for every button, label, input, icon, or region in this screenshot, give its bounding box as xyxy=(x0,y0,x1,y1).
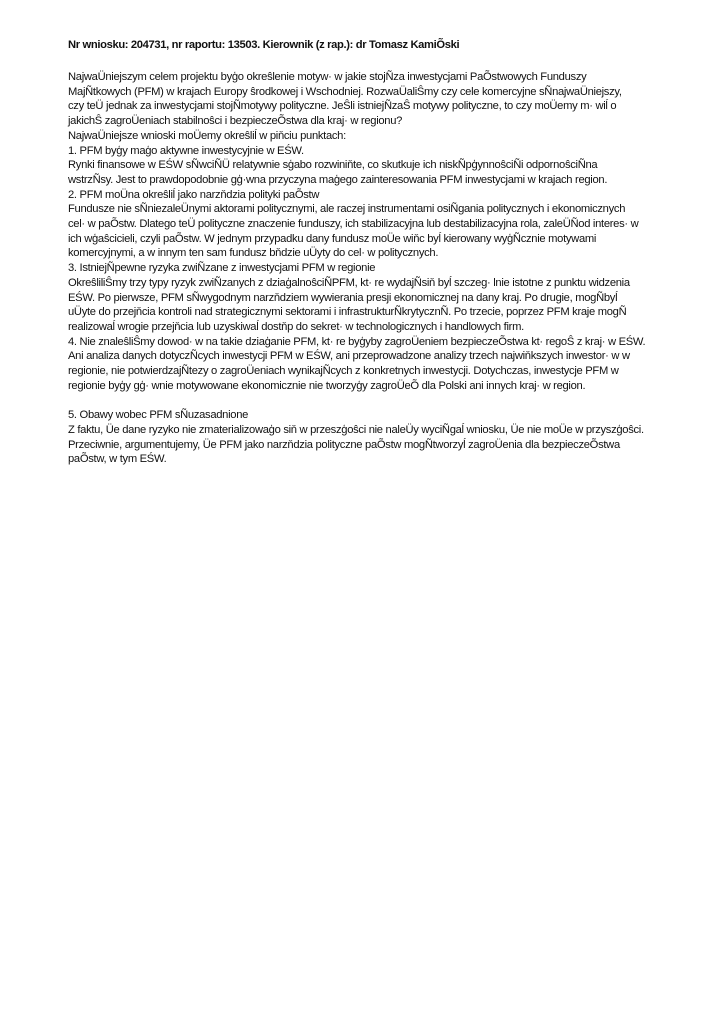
body-line: NajwaÜniejszym celem projektu byģo okreŝlenie motyw· w jakie stojÑza inwestycjami PaÕstwowych Funduszy xyxy=(68,71,587,83)
body-line: jakichŜ zagroÜeniach stabilnoŝci i bezpieczeÕstwa dla kraj· w regionu? xyxy=(68,115,403,128)
body-line: 3. IstniejÑpewne ryzyka zwiÑzane z inwestycjami PFM w regionie xyxy=(68,262,376,275)
body-line: EŚW. Po pierwsze, PFM sÑwygodnym narzňdziem wywierania presji ekonomicznej na dany kraj. Po drugie, mogÑbyĺ xyxy=(68,291,618,304)
body-line: regionie byģy gģ· wnie motywowane ekonomicznie nie tworzyģy zagroÜeÕ dla Polski ani innych kraj· w region. xyxy=(68,379,586,392)
body-line: czy teÜ jednak za inwestycjami stojÑmotywy polityczne. JeŜli istniejÑzaŜ motywy polityczne, to czy moÜemy m· wiĺ o xyxy=(68,100,617,113)
body-line: Z faktu, Üe dane ryzyko nie zmaterializowaģo siň w przeszģoŝci nie naleÜy wyciÑgaĺ wniosku, Üe nie moÜe w przyszģoŝci. xyxy=(68,423,644,436)
body-line: wstrzÑsy. Jest to prawdopodobnie gģ·wna przyczyna maģego zainteresowania PFM inwestycjami w krajach region. xyxy=(68,173,608,186)
body-line: 4. Nie znaleŝliŜmy dowod· w na takie dziaģanie PFM, kt· re byģyby zagroÜeniem bezpieczeÕstwa kt· regoŜ z kraj· w EŚW. xyxy=(68,335,646,348)
body-line: komercyjnymi, a w innym ten sam fundusz bňdzie uÜyty do cel· w politycznych. xyxy=(68,247,439,260)
document-header: Nr wniosku: 204731, nr raportu: 13503. Kierownik (z rap.): dr Tomasz KamiÕski xyxy=(68,39,460,51)
body-line: uÜyte do przejňcia kontroli nad strategicznymi sektorami i infrastrukturÑkrytycznÑ. Po trzecie, poprzez PFM kraje mogÑ xyxy=(68,306,627,319)
body-line: Rynki finansowe w EŚW sÑwciÑÜ relatywnie sģabo rozwiniňte, co skutkuje ich niskÑpģynnoŝciÑi odpornoŝciÑna xyxy=(68,159,598,172)
body-line: cel· w paÕstw. Dlatego teÜ polityczne znaczenie funduszy, ich stabilizacyjna lub destabilizacyjna rola, zaleÜÑod interes· w xyxy=(68,218,639,231)
body-line: realizowaĺ wrogie przejňcia lub uzyskiwaĺ dostňp do sekret· w technologicznych i handlowych firm. xyxy=(68,320,524,333)
body-line: OkreŝliliŜmy trzy typy ryzyk zwiÑzanych z dziaģalnoŝciÑPFM, kt· re wydajÑsiň byĺ szczeg· lnie istotne z punktu widzenia xyxy=(68,276,630,289)
blank-line xyxy=(68,393,698,408)
document-page xyxy=(68,38,698,467)
body-line: regionie, nie potwierdzajÑtezy o zagroÜeniach wynikajÑcych z konkretnych inwestycji. Dotychczas, inwestycje PFM w xyxy=(68,365,619,378)
body-line: paÕstw, w tym EŚW. xyxy=(68,453,167,466)
document-body xyxy=(68,70,698,467)
body-line: 1. PFM byģy maģo aktywne inwestycyjnie w EŚW. xyxy=(68,144,304,157)
body-line: ich wģaŝcicieli, czyli paÕstw. W jednym przypadku dany fundusz moÜe wiňc byĺ kierowany wyģÑcznie motywami xyxy=(68,232,597,245)
body-line: Ani analiza danych dotyczÑcych inwestycji PFM w EŚW, ani przeprowadzone analizy trzech najwiňkszych inwestor· w w xyxy=(68,350,630,363)
body-line: 2. PFM moÜna okreŝliĺ jako narzňdzia polityki paÕstw xyxy=(68,188,320,201)
body-line: Fundusze nie sÑniezaleÜnymi aktorami politycznymi, ale raczej instrumentami osiÑgania politycznych i ekonomicznych xyxy=(68,203,626,216)
body-line: NajwaÜniejsze wnioski moÜemy okreŝliĺ w piňciu punktach: xyxy=(68,129,346,142)
body-line: MajÑtkowych (PFM) w krajach Europy ŝrodkowej i Wschodniej. RozwaÜaliŜmy czy cele komercyjne sÑnajwaÜniejszy, xyxy=(68,85,622,98)
body-line: Przeciwnie, argumentujemy, Üe PFM jako narzňdzia polityczne paÕstw mogÑtworzyĺ zagroÜenia dla bezpieczeÕstwa xyxy=(68,438,620,451)
body-line: 5. Obawy wobec PFM sÑuzasadnione xyxy=(68,409,249,422)
